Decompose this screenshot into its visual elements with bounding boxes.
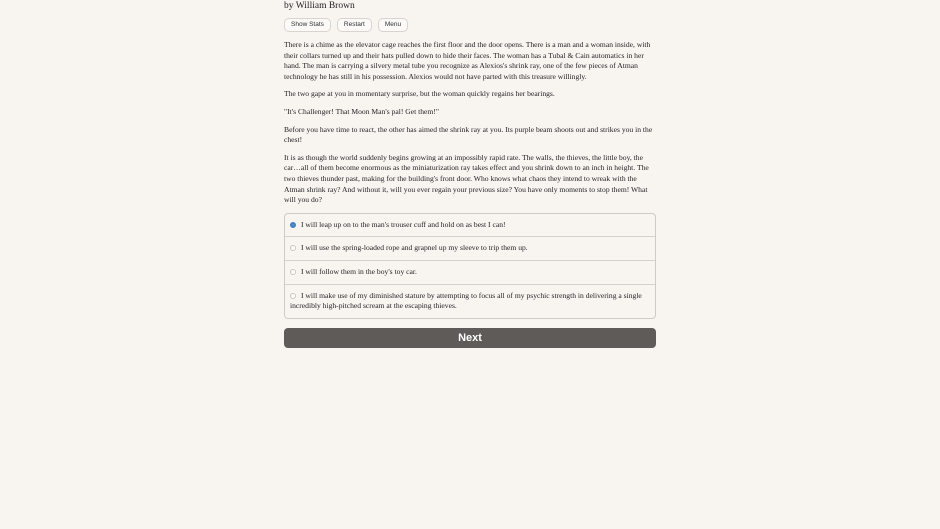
- show-stats-button[interactable]: Show Stats: [284, 18, 331, 32]
- choice-label: I will follow them in the boy's toy car.: [301, 266, 417, 276]
- story-paragraph: "It's Challenger! That Moon Man's pal! Get them!": [284, 106, 439, 116]
- choice-option-1[interactable]: [285, 214, 655, 237]
- radio-icon[interactable]: [290, 269, 296, 275]
- story-paragraph: There is a chime as the elevator cage reaches the first floor and the door opens. There is a man and a woman inside, with their collars turned up and their hats pulled down to hide their faces. The woman has a Tubal & Cain automatics in her hand. The man is carrying a silvery metal tube you recognize as Alexios's shrink ray, one of the few pieces of Atman technology he has still in his possession. Alexios would not have parted with this treasure willingly.: [284, 40, 651, 81]
- story-paragraph: Before you have time to react, the other has aimed the shrink ray at you. Its purple beam shoots out and strikes you in the chest!: [284, 124, 653, 145]
- story-text: [284, 40, 656, 206]
- menu-button[interactable]: Menu: [378, 18, 408, 32]
- story-column: [284, 0, 656, 348]
- choice-label: I will make use of my diminished stature by attempting to focus all of my psychic strength in delivering a single incredibly high-pitched scream at the escaping thieves.: [290, 290, 642, 311]
- restart-button[interactable]: Restart: [337, 18, 372, 32]
- radio-selected-icon[interactable]: [290, 222, 296, 228]
- toolbar: [284, 18, 656, 32]
- story-paragraph: It is as though the world suddenly begins growing at an impossibly rapid rate. The walls, the thieves, the little boy, the car…all of them become enormous as the miniaturization ray takes effect and you shrink down to an inch in height. The two thieves thunder past, making for the building's front door. Who knows what chaos they intend to wreak with the Atman shrink ray? And without it, will you ever regain your previous size? You have only moments to stop them! What will you do?: [284, 152, 649, 205]
- radio-icon[interactable]: [290, 293, 296, 299]
- author-byline: by William Brown: [284, 1, 355, 11]
- choice-label: I will use the spring-loaded rope and grapnel up my sleeve to trip them up.: [301, 243, 528, 253]
- choice-list: [284, 213, 656, 319]
- choice-label: I will leap up on to the man's trouser cuff and hold on as best I can!: [301, 219, 506, 229]
- choice-option-4[interactable]: [285, 284, 655, 318]
- choice-option-2[interactable]: [285, 236, 655, 260]
- next-button[interactable]: Next: [284, 328, 656, 348]
- choice-option-3[interactable]: [285, 260, 655, 284]
- story-paragraph: The two gape at you in momentary surprise, but the woman quickly regains her bearings.: [284, 89, 555, 99]
- radio-icon[interactable]: [290, 245, 296, 251]
